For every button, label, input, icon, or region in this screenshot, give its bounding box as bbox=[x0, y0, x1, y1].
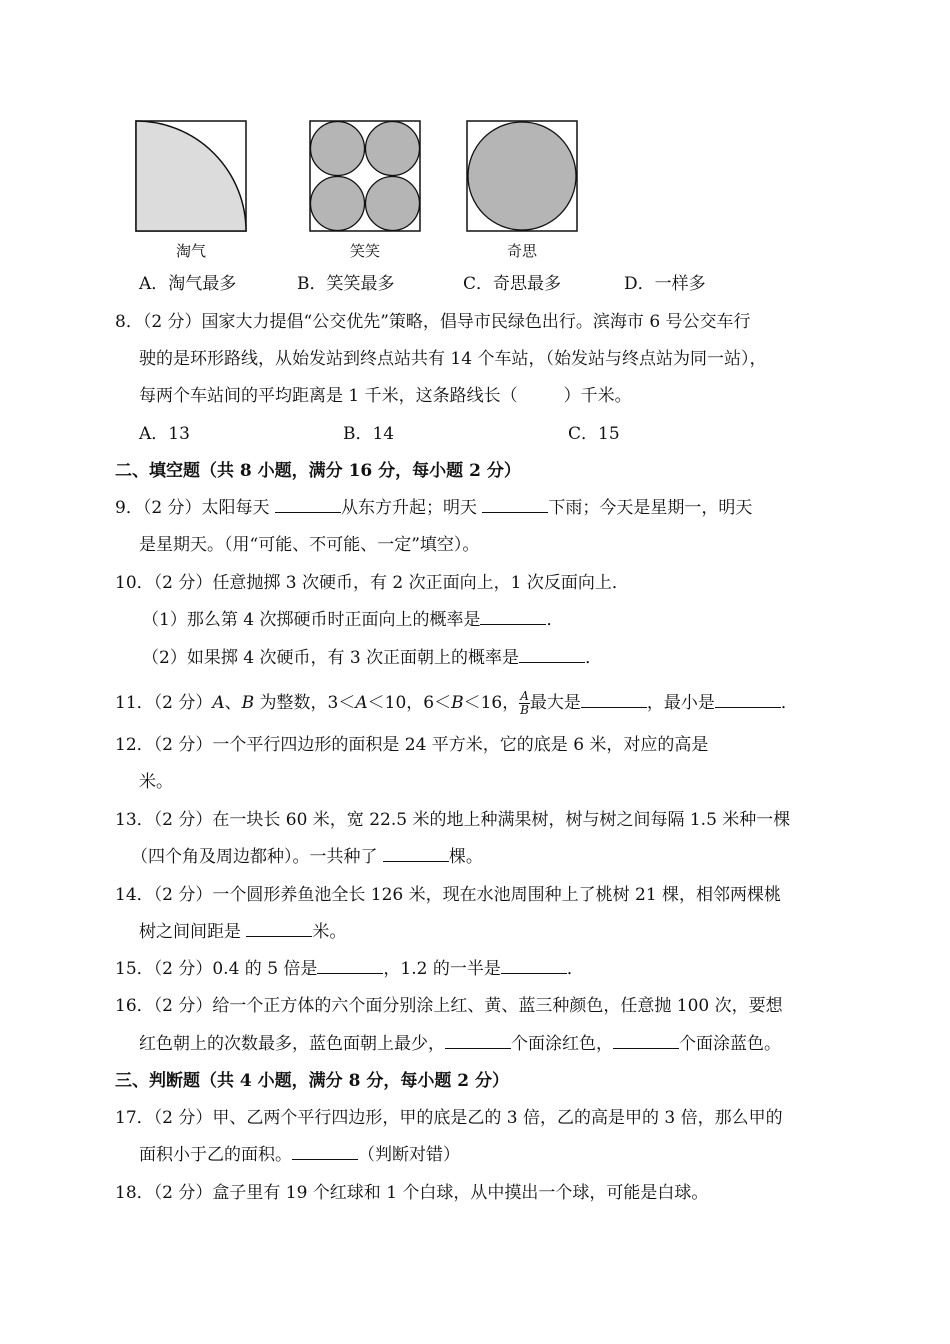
answer-blank bbox=[482, 496, 548, 513]
answer-blank bbox=[317, 957, 383, 974]
q10-sub-1-text: （1）那么第 4 次掷硬币时正面向上的概率是 bbox=[142, 610, 481, 630]
q16-line-2-mid: 个面涂红色， bbox=[511, 1034, 613, 1054]
var-b: B bbox=[241, 693, 255, 713]
figure-label-qisi: 奇思 bbox=[506, 242, 537, 260]
q11-end: ． bbox=[780, 693, 798, 713]
q11-text: 最大是 bbox=[529, 693, 581, 713]
q9-line-1 bbox=[115, 496, 752, 520]
q12-line-2: 米。 bbox=[139, 772, 173, 792]
q13-line-1: 13．（2 分）在一块长 60 米，宽 22.5 米的地上种满果树，树与树之间每隔 1.5 米种一棵 bbox=[115, 810, 791, 830]
answer-blank bbox=[501, 957, 567, 974]
figure-taoqi bbox=[135, 120, 247, 261]
q9-text-b: 从东方升起；明天 bbox=[340, 498, 483, 518]
q8-option-a: A．13 bbox=[139, 424, 190, 444]
q11-line-1 bbox=[115, 690, 798, 717]
q8-line-3-end: ）千米。 bbox=[563, 386, 632, 406]
q14-line-2-end: 米。 bbox=[312, 922, 347, 942]
figure-xiaoxiao bbox=[309, 120, 421, 261]
q12-line-1: 12．（2 分）一个平行四边形的面积是 24 平方米，它的底是 6 米，对应的高是 bbox=[115, 735, 709, 755]
q11-prefix: 11．（2 分） bbox=[115, 693, 213, 713]
answer-blank bbox=[246, 920, 312, 937]
q7-option-b: B．笑笑最多 bbox=[297, 274, 395, 294]
q8-line-3-text: 每两个车站间的平均距离是 1 千米，这条路线长（ bbox=[139, 386, 518, 406]
var-b: B bbox=[451, 693, 464, 713]
var-a: A bbox=[355, 693, 368, 713]
figure-qisi bbox=[466, 120, 578, 261]
quarter-circle-in-square-icon bbox=[135, 120, 247, 232]
q10-sub-1 bbox=[142, 608, 563, 632]
q10-sub-2 bbox=[142, 646, 602, 670]
q9-line-2: 是星期天。（用“可能、不可能、一定”填空）。 bbox=[139, 535, 480, 555]
q17-line-2-end: （判断对错） bbox=[358, 1145, 460, 1165]
q17-line-2-text: 面积小于乙的面积。 bbox=[139, 1145, 292, 1165]
q10-sub-1-end: ． bbox=[546, 610, 564, 630]
q16-line-2-text: 红色朝上的次数最多，蓝色面朝上最少， bbox=[139, 1034, 445, 1054]
var-a: A bbox=[212, 693, 225, 713]
answer-blank bbox=[480, 608, 546, 625]
q18-line-1: 18．（2 分）盒子里有 19 个红球和 1 个白球，从中摸出一个球，可能是白球。 bbox=[115, 1183, 709, 1203]
q15-line-1 bbox=[115, 957, 584, 981]
q10-sub-2-end: ． bbox=[585, 648, 603, 668]
answer-blank bbox=[275, 496, 341, 513]
q9-text-a: 9．（2 分）太阳每天 bbox=[115, 498, 275, 518]
q10-line-1: 10．（2 分）任意抛掷 3 次硬币，有 2 次正面向上，1 次反面向上． bbox=[115, 573, 629, 593]
q17-line-1: 17．（2 分）甲、乙两个平行四边形，甲的底是乙的 3 倍，乙的高是甲的 3 倍，那么甲的 bbox=[115, 1108, 783, 1128]
q15-text-b: ，1.2 的一半是 bbox=[383, 959, 501, 979]
fraction-a-over-b bbox=[519, 690, 530, 717]
answer-blank bbox=[383, 845, 449, 862]
fraction-numerator: A bbox=[520, 689, 529, 703]
four-circles-in-square-icon bbox=[309, 120, 421, 232]
answer-blank bbox=[613, 1032, 679, 1049]
figure-label-taoqi: 淘气 bbox=[175, 242, 206, 260]
answer-blank bbox=[292, 1143, 358, 1160]
q8-option-b: B．14 bbox=[343, 424, 395, 444]
q16-line-1: 16．（2 分）给一个正方体的六个面分别涂上红、黄、蓝三种颜色，任意抛 100 次，要想 bbox=[115, 996, 783, 1016]
q17-line-2 bbox=[139, 1143, 460, 1167]
answer-blank bbox=[715, 691, 781, 708]
q15-text-a: 15．（2 分）0.4 的 5 倍是 bbox=[115, 959, 318, 979]
q8-line-1: 8．（2 分）国家大力提倡“公交优先”策略，倡导市民绿色出行。滨海市 6 号公交车行 bbox=[115, 312, 751, 332]
q11-text: ＜16， bbox=[463, 693, 520, 713]
q13-line-2-text: （四个角及周边都种）。一共种了 bbox=[131, 847, 383, 867]
fraction-denominator: B bbox=[520, 703, 529, 717]
section-heading-fill-in: 二、填空题（共 8 小题，满分 16 分，每小题 2 分） bbox=[115, 461, 521, 481]
q11-text: 为整数，3＜ bbox=[254, 693, 356, 713]
q7-option-c: C．奇思最多 bbox=[463, 274, 562, 294]
q8-line-2: 驶的是环形路线，从始发站到终点站共有 14 个车站，（始发站与终点站为同一站）， bbox=[139, 349, 767, 369]
q9-text-c: 下雨；今天是星期一，明天 bbox=[548, 498, 753, 518]
answer-blank bbox=[519, 646, 585, 663]
q15-end: ． bbox=[566, 959, 584, 979]
q10-sub-2-text: （2）如果掷 4 次硬币，有 3 次正面朝上的概率是 bbox=[142, 648, 520, 668]
q11-text: ＜10，6＜ bbox=[367, 693, 452, 713]
q7-option-a: A．淘气最多 bbox=[139, 274, 237, 294]
answer-blank bbox=[581, 691, 647, 708]
q14-line-2 bbox=[139, 920, 346, 944]
section-heading-true-false: 三、判断题（共 4 小题，满分 8 分，每小题 2 分） bbox=[115, 1071, 509, 1091]
circle-in-square-icon bbox=[466, 120, 578, 232]
q14-line-2-text: 树之间间距是 bbox=[139, 922, 247, 942]
q11-text: ，最小是 bbox=[646, 693, 715, 713]
q7-option-d: D．一样多 bbox=[624, 274, 706, 294]
figure-label-xiaoxiao: 笑笑 bbox=[349, 242, 380, 260]
q11-text: 、 bbox=[224, 693, 242, 713]
q13-line-2-end: 棵。 bbox=[448, 847, 483, 867]
q13-line-2 bbox=[131, 845, 483, 869]
q16-line-2 bbox=[139, 1032, 781, 1056]
q8-line-3 bbox=[139, 384, 632, 408]
q8-option-c: C．15 bbox=[568, 424, 620, 444]
q16-line-2-end: 个面涂蓝色。 bbox=[679, 1034, 781, 1054]
q14-line-1: 14．（2 分）一个圆形养鱼池全长 126 米，现在水池周围种上了桃树 21 棵，相邻两棵桃 bbox=[115, 885, 782, 905]
answer-blank bbox=[445, 1032, 511, 1049]
